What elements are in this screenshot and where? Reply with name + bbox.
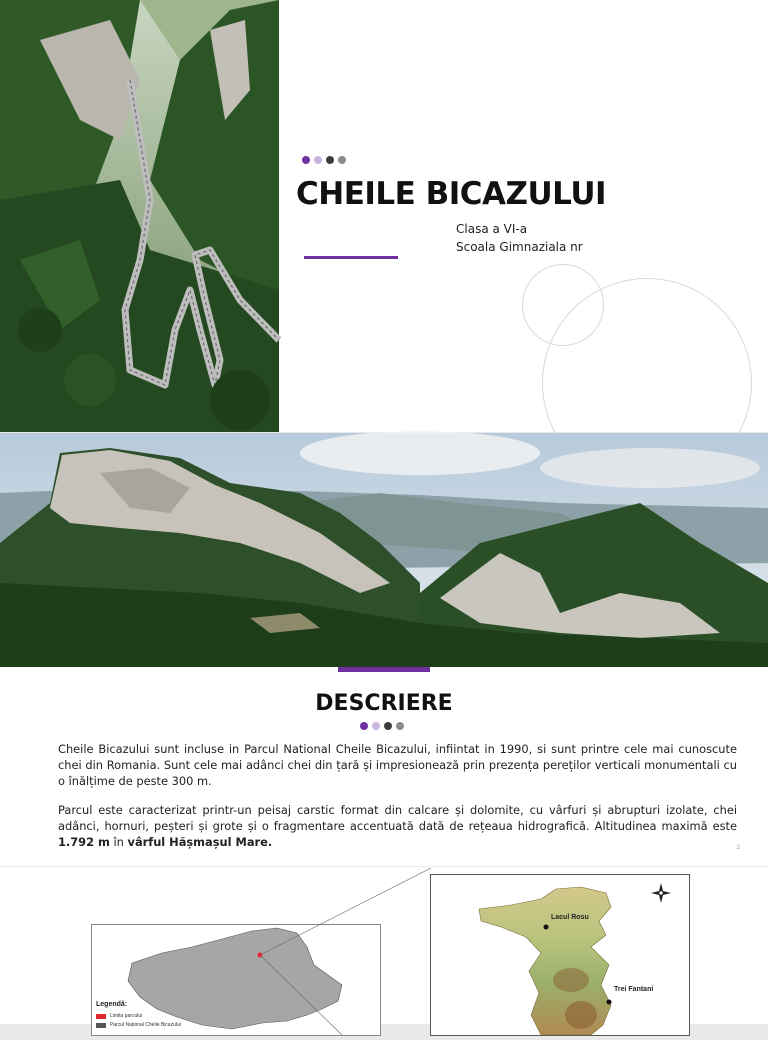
lacul-rosu-marker [544, 925, 549, 930]
legend-swatch-red [96, 1014, 106, 1019]
dot-gray [396, 722, 404, 730]
slide-title: CHEILE BICAZULUI [296, 176, 607, 212]
trei-fantani-label: Trei Fantani [614, 986, 654, 993]
dot-lilac [314, 156, 322, 164]
peak-name: vârful Hășmașul Mare. [127, 835, 273, 849]
legend-swatch-gray [96, 1023, 106, 1028]
legend-item-park [96, 1022, 181, 1028]
decorative-dots [302, 156, 346, 164]
paragraph-2-connector: în [109, 835, 128, 849]
class-label: Clasa a VI-a [456, 222, 528, 236]
dot-dark [384, 722, 392, 730]
paragraph-2-text: Parcul este caracterizat printr-un peisaj carstic format din calcare și dolomite, cu vârfuri și abrupturi izolate, chei adânci, hornuri, peșteri și grote și o fragmentare accentuată dată de rețeaua hidrografică. Altitudinea maximă este [58, 803, 737, 833]
section-title: DESCRIERE [315, 691, 453, 716]
legend-title: Legendă: [96, 1001, 128, 1008]
legend-item-limit-label: Limita parcului [110, 1013, 143, 1019]
description-slide [0, 433, 768, 866]
legend-item-park-label: Parcul Național Cheile Bicazului [110, 1022, 181, 1028]
description-paragraph-2 [58, 802, 737, 850]
trei-fantani-marker [607, 1000, 612, 1005]
romania-map-panel [91, 924, 381, 1036]
altitude-value: 1.792 m [58, 835, 110, 849]
limestone-cliffs-photo [0, 433, 768, 667]
decorative-dots [360, 722, 404, 730]
dot-gray [338, 156, 346, 164]
title-slide [0, 0, 768, 432]
page-number: 2 [736, 845, 740, 851]
legend-item-limit [96, 1013, 142, 1019]
description-paragraph-1: Cheile Bicazului sunt incluse in Parcul National Cheile Bicazului, infiintat in 1990, si sunt printre cele mai cunoscute chei din Romania. Sunt cele mai adânci chei din țară și impresionează prin prezența pereților verticali monumentali cu o înălțime de peste 300 m. [58, 742, 737, 788]
compass-rose-icon [651, 883, 671, 903]
lacul-rosu-label: Lacul Rosu [551, 914, 589, 921]
school-label: Scoala Gimnaziala nr [456, 240, 583, 254]
park-relief-map-panel [430, 874, 690, 1036]
dot-dark [326, 156, 334, 164]
mountain-road-photo [0, 0, 279, 432]
accent-line [304, 256, 398, 259]
dot-purple [302, 156, 310, 164]
dot-purple [360, 722, 368, 730]
park-relief-map [431, 875, 689, 1035]
accent-tab [338, 667, 430, 672]
map-slide [0, 867, 768, 1028]
dot-lilac [372, 722, 380, 730]
